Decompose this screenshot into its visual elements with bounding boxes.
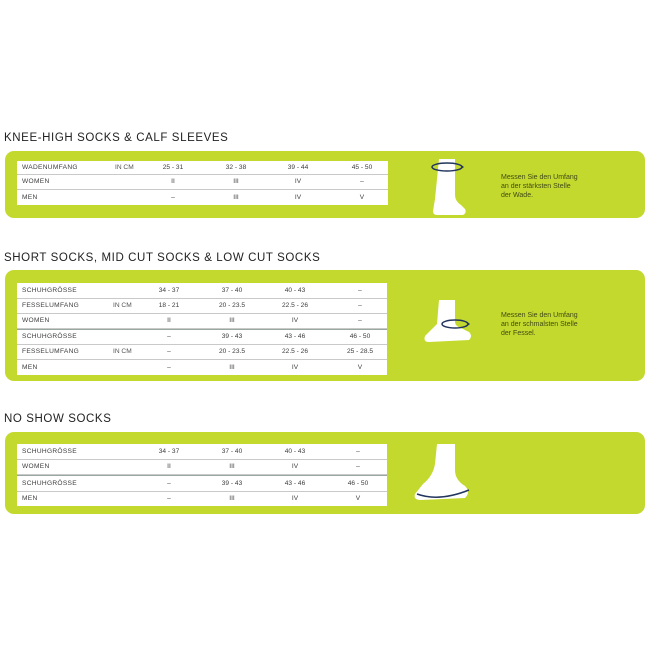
note-line: Messen Sie den Umfang — [501, 312, 578, 319]
unit-label: IN CM — [115, 164, 134, 171]
size-cell: V — [357, 364, 363, 371]
size-cell: III — [229, 495, 235, 502]
short-sock-icon — [419, 296, 475, 352]
size-cell: – — [358, 317, 362, 324]
size-cell: 18 - 21 — [158, 302, 180, 309]
note-line: Messen Sie den Umfang — [501, 174, 578, 181]
row-label: SCHUHGRÖSSE — [22, 480, 77, 487]
size-cell: 45 - 50 — [351, 164, 373, 171]
knee-high-sock-icon — [425, 155, 471, 219]
no-show-sock-icon — [409, 440, 479, 506]
table-row — [17, 190, 388, 205]
size-cell: 22.5 - 26 — [281, 348, 309, 355]
size-cell: 25 - 31 — [162, 164, 184, 171]
panel-no-show — [5, 432, 645, 514]
section-title-no-show: NO SHOW SOCKS — [4, 413, 112, 425]
table-row — [17, 460, 387, 475]
size-cell: 39 - 43 — [221, 480, 243, 487]
row-label: FESSELUMFANG — [22, 302, 80, 309]
table-row — [17, 345, 387, 360]
size-cell: – — [167, 495, 171, 502]
size-cell: 37 - 40 — [221, 287, 243, 294]
size-cell: V — [359, 194, 365, 201]
size-cell: – — [171, 194, 175, 201]
note-line: an der stärksten Stelle — [501, 183, 571, 190]
size-cell: 46 - 50 — [347, 480, 369, 487]
row-label: WOMEN — [22, 178, 50, 185]
size-cell: III — [233, 178, 239, 185]
size-cell: 20 - 23.5 — [218, 302, 246, 309]
row-label: SCHUHGRÖSSE — [22, 333, 77, 340]
table-row — [17, 283, 387, 299]
row-label: SCHUHGRÖSSE — [22, 287, 77, 294]
row-label: MEN — [22, 495, 38, 502]
size-cell: – — [167, 364, 171, 371]
size-cell: III — [229, 463, 235, 470]
size-cell: 34 - 37 — [158, 287, 180, 294]
table-row — [17, 360, 387, 375]
row-label: WADENUMFANG — [22, 164, 78, 171]
size-cell: 37 - 40 — [221, 448, 243, 455]
size-cell: 39 - 43 — [221, 333, 243, 340]
size-cell: – — [356, 463, 360, 470]
table-row — [17, 475, 387, 492]
unit-label: IN CM — [113, 348, 132, 355]
size-cell: II — [167, 463, 171, 470]
table-row — [17, 444, 387, 460]
table-row — [17, 175, 388, 190]
size-cell: 32 - 38 — [225, 164, 247, 171]
size-cell: 40 - 43 — [284, 287, 306, 294]
size-cell: – — [167, 333, 171, 340]
size-cell: IV — [291, 364, 299, 371]
note-line: der Fessel. — [501, 330, 536, 337]
row-label: SCHUHGRÖSSE — [22, 448, 77, 455]
size-cell: IV — [294, 194, 302, 201]
row-label: FESSELUMFANG — [22, 348, 80, 355]
table-row — [17, 299, 387, 314]
size-cell: – — [358, 287, 362, 294]
size-cell: IV — [291, 317, 299, 324]
row-label: MEN — [22, 194, 38, 201]
size-cell: 43 - 46 — [284, 480, 306, 487]
note-line: der Wade. — [501, 192, 534, 199]
section-title-short-socks: SHORT SOCKS, MID CUT SOCKS & LOW CUT SOCKS — [4, 252, 321, 264]
size-cell: 25 - 28.5 — [346, 348, 374, 355]
measure-note-short-socks — [501, 311, 578, 338]
size-cell: 22.5 - 26 — [281, 302, 309, 309]
size-table-short-socks — [17, 283, 387, 375]
size-cell: IV — [291, 463, 299, 470]
note-line: an der schmalsten Stelle — [501, 321, 578, 328]
size-cell: 39 - 44 — [287, 164, 309, 171]
table-row — [17, 492, 387, 506]
row-label: WOMEN — [22, 317, 50, 324]
size-table-no-show — [17, 444, 387, 506]
size-table-knee-high — [17, 161, 388, 205]
size-cell: 46 - 50 — [349, 333, 371, 340]
size-cell: III — [229, 317, 235, 324]
panel-knee-high — [5, 151, 645, 218]
section-title-knee-high: KNEE-HIGH SOCKS & CALF SLEEVES — [4, 132, 229, 144]
table-row — [17, 161, 388, 175]
size-cell: 34 - 37 — [158, 448, 180, 455]
size-cell: III — [229, 364, 235, 371]
size-cell: – — [358, 302, 362, 309]
measure-note-knee-high — [501, 173, 578, 200]
size-cell: 43 - 46 — [284, 333, 306, 340]
size-cell: 20 - 23.5 — [218, 348, 246, 355]
size-cell: – — [356, 448, 360, 455]
size-cell: II — [171, 178, 175, 185]
table-row — [17, 314, 387, 329]
size-cell: 40 - 43 — [284, 448, 306, 455]
panel-short-socks — [5, 270, 645, 381]
size-cell: – — [360, 178, 364, 185]
table-row — [17, 329, 387, 345]
size-cell: III — [233, 194, 239, 201]
size-cell: II — [167, 317, 171, 324]
size-cell: V — [355, 495, 361, 502]
row-label: WOMEN — [22, 463, 50, 470]
size-cell: IV — [294, 178, 302, 185]
unit-label: IN CM — [113, 302, 132, 309]
size-cell: – — [167, 348, 171, 355]
size-cell: IV — [291, 495, 299, 502]
row-label: MEN — [22, 364, 38, 371]
size-cell: – — [167, 480, 171, 487]
